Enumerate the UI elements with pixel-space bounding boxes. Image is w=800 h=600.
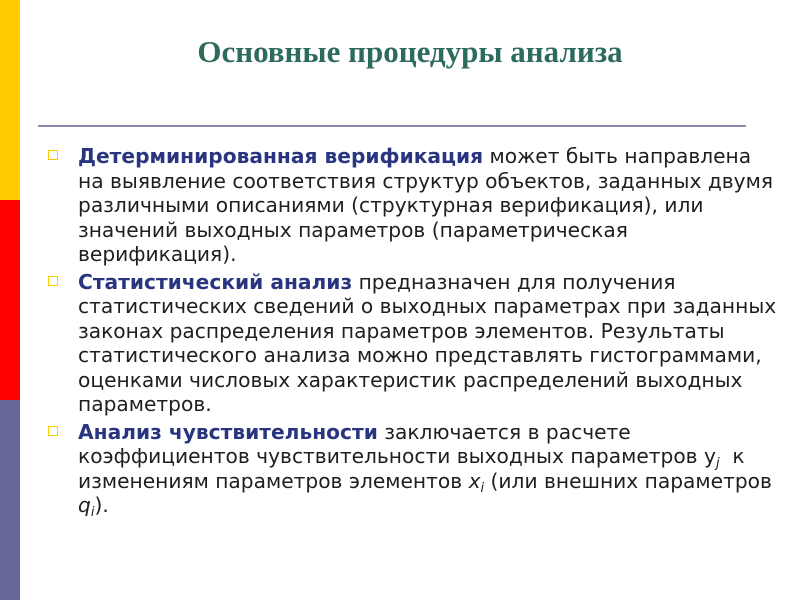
- bullet-text: ).: [94, 493, 109, 517]
- variable-q: q: [78, 493, 91, 517]
- bullet-text: может быть направлена на выявление соответствия структур объектов, заданных двумя различными описаниями (структурная верификация), или значений выходных параметров (параметрическая верификация).: [78, 144, 773, 266]
- square-bullet-icon: [48, 276, 58, 286]
- subscript-j: j: [715, 456, 720, 471]
- title-divider: [38, 125, 746, 127]
- square-bullet-icon: [48, 150, 58, 160]
- subscript-i: i: [480, 480, 485, 496]
- bullet-item-deterministic-verification: [48, 144, 778, 267]
- side-stripe-blue: [0, 400, 20, 600]
- side-stripe-red: [0, 200, 20, 400]
- variable-y: y: [703, 444, 716, 468]
- subscript-i: i: [90, 505, 95, 520]
- bullet-text: заключается в расчете коэффициентов чувствительности выходных параметров: [78, 419, 704, 468]
- bullet-term: Анализ чувствительности: [78, 419, 378, 444]
- bullet-text: к изменениям параметров элементов: [78, 444, 752, 493]
- side-stripe-yellow: [0, 0, 20, 200]
- bullet-text: (или внешних параметров: [484, 468, 772, 493]
- slide-title: Основные процедуры анализа: [197, 34, 623, 69]
- bullet-item-statistical-analysis: [48, 270, 778, 417]
- variable-x: x: [468, 468, 481, 493]
- bullet-term: Детерминированная верификация: [78, 144, 484, 168]
- bullet-item-sensitivity-analysis: [48, 420, 778, 518]
- square-bullet-icon: [48, 426, 58, 436]
- bullet-list: [48, 144, 778, 521]
- bullet-term: Статистический анализ: [78, 269, 353, 294]
- bullet-text: предназначен для получения статистических сведений о выходных параметрах при заданных законах распределения параметров элементов. Результаты статистического анализа можно представлять гистограммами, оценками числовых характеристик распределений выходных параметров.: [78, 269, 777, 416]
